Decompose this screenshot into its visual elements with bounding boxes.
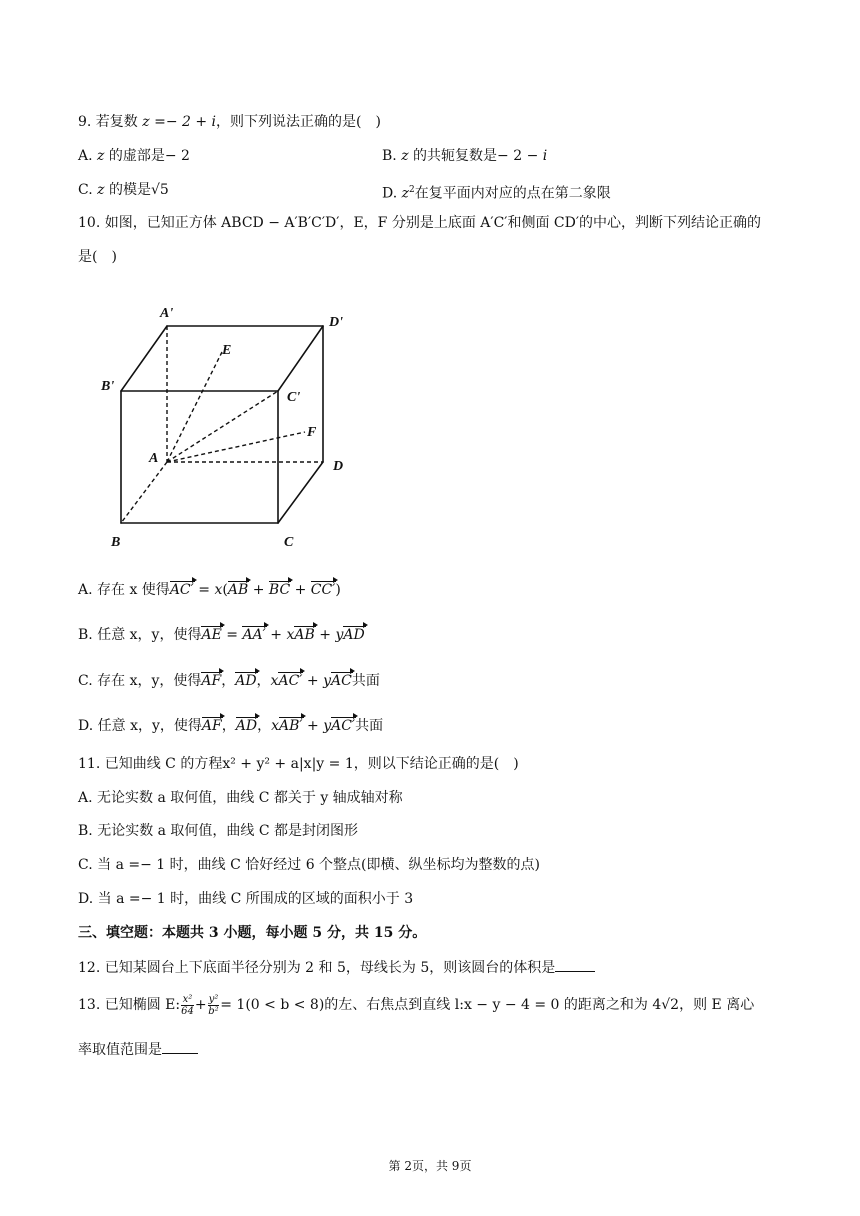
q10-stem-line1: 10. 如图，已知正方体 ABCD − A′B′C′D′，E，F 分别是上底面 A′C′和侧面 CD′的中心，判断下列结论正确的 [78, 215, 762, 231]
q9-stem-math: z =− 2 + i [142, 114, 217, 130]
q13-text: = 1(0 < b < 8)的左、右焦点到直线 l:x − y − 4 = 0 的距离之和为 4√2，则 E 离心 [220, 997, 755, 1013]
q9-d-text: 在复平面内对应的点在第二象限 [414, 185, 611, 202]
label-d1: D' [329, 315, 343, 330]
q9-d-prefix: D. [382, 185, 402, 202]
q9-b-prefix: B. [382, 148, 402, 164]
edge-cd [278, 462, 323, 523]
q13-frac2-num: y² [208, 993, 219, 1005]
q9-c-prefix: C. [78, 182, 98, 198]
page-footer: 第 2页，共 9页 [388, 1159, 472, 1173]
q9-a-prefix: A. [78, 148, 98, 164]
edge-a1b1 [121, 326, 167, 391]
q13-line1 [78, 993, 754, 1017]
q9-a-var: z [97, 148, 105, 164]
q9-b-i: i [542, 148, 548, 164]
q12 [78, 957, 595, 978]
label-a1: A' [160, 306, 174, 321]
q9-d-sup: 2 [409, 185, 415, 195]
q13-frac-x [181, 994, 194, 1017]
label-b1: B' [101, 379, 115, 394]
q10-option-c: C. 存在 x，y，使得AF，AD，xAC′ + yAC共面 [78, 673, 380, 689]
q12-answer-blank[interactable] [555, 957, 595, 972]
q10-c-gongmian: 共面 [351, 673, 380, 689]
q13-line2 [78, 1039, 198, 1060]
q11-option-c: C. 当 a =− 1 时，曲线 C 恰好经过 6 个整点(即横、纵坐标均为整数的点) [78, 857, 540, 873]
q10-d-text: D. 任意 x，y，使得 [78, 718, 202, 734]
q11-stem: 11. 已知曲线 C 的方程x² + y² + a|x|y = 1，则以下结论正确的是( ) [78, 756, 519, 772]
q13-frac-y [208, 994, 220, 1017]
q13-frac1-den: 64 [181, 1005, 194, 1017]
q9-stem-prefix: 9. 若复数 [78, 114, 143, 130]
q13-line2-text: 率取值范围是 [78, 1042, 162, 1058]
segment-ae [167, 352, 222, 462]
q13-frac1-num: x² [182, 993, 193, 1005]
q9-a-text: 的虚部是− 2 [104, 148, 190, 164]
segment-ac1 [167, 391, 278, 462]
q9-b-text: 的共轭复数是− 2 − [408, 148, 543, 164]
label-f: F [307, 425, 317, 440]
q12-text: 12. 已知某圆台上下底面半径分别为 2 和 5，母线长为 5，则该圆台的体积是 [78, 960, 556, 976]
label-c1: C' [287, 390, 301, 405]
edge-c1d1 [278, 326, 323, 391]
label-a: A [149, 451, 159, 466]
q9-b-var: z [401, 148, 409, 164]
edge-ab-hidden [121, 462, 167, 523]
q10-c-text: C. 存在 x，y，使得 [78, 673, 202, 689]
q10-option-d: D. 任意 x，y，使得AF，AD，xAB′ + yAC′共面 [78, 718, 384, 734]
q11-option-b: B. 无论实数 a 取何值，曲线 C 都是封闭图形 [78, 823, 359, 839]
segment-af [167, 432, 305, 462]
q10-b-text: B. 任意 x，y，使得 [78, 627, 202, 643]
label-c: C [284, 535, 294, 550]
q11-option-a: A. 无论实数 a 取何值，曲线 C 都关于 y 轴成轴对称 [78, 790, 403, 806]
q13-frac2-den: b² [208, 1005, 219, 1017]
label-d: D [333, 459, 344, 474]
q13-answer-blank[interactable] [162, 1039, 198, 1054]
label-e: E [222, 343, 232, 358]
q9-c-text: 的模是√5 [104, 182, 169, 198]
q9-d-var: z [401, 185, 410, 202]
q10-a-text: A. 存在 x 使得 [78, 582, 170, 598]
q10-option-b: B. 任意 x，y，使得AE = AA′ + xAB + yAD [78, 627, 365, 643]
q10-d-gongmian: 共面 [355, 718, 384, 734]
q9-stem-suffix: ，则下列说法正确的是( ) [216, 114, 381, 130]
q9-c-var: z [97, 182, 105, 198]
q13-prefix: 13. 已知椭圆 E: [78, 997, 181, 1013]
label-b: B [111, 535, 121, 550]
section-3-heading: 三、填空题：本题共 3 小题，每小题 5 分，共 15 分。 [78, 925, 427, 941]
q11-option-d: D. 当 a =− 1 时，曲线 C 所围成的区域的面积小于 3 [78, 891, 414, 907]
q10-stem-line2: 是( ) [78, 249, 117, 265]
q13-plus: + [194, 997, 207, 1013]
q10-option-a: A. 存在 x 使得AC′ = x(AB + BC + CC′) [78, 582, 341, 598]
